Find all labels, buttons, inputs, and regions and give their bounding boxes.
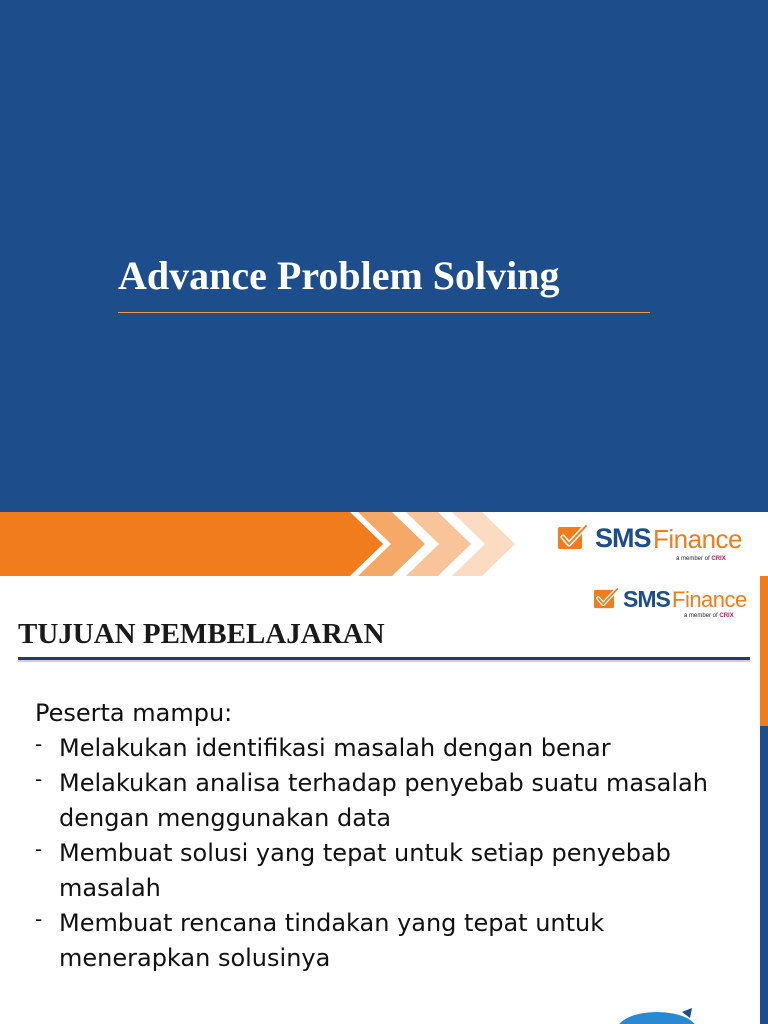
content-slide [0, 576, 768, 1024]
heading-rule-shadow [18, 660, 750, 662]
list-item: - Membuat solusi yang tepat untuk setiap penyebab masalah [35, 836, 679, 906]
checkmark-icon [558, 525, 588, 551]
list-item: - Melakukan analisa terhadap penyebab suatu masalah dengan menggunakan data [35, 766, 709, 836]
section-heading: TUJUAN PEMBELAJARAN [18, 618, 385, 650]
sms-finance-logo [594, 586, 754, 622]
list-item: - Membuat rencana tindakan yang tepat untuk menerapkan solusinya [35, 906, 639, 976]
dash-marker: - [35, 767, 43, 791]
logo-brand-suffix: Finance [672, 587, 747, 612]
objectives-body [35, 696, 755, 976]
logo-brand-suffix: Finance [653, 524, 742, 554]
sms-finance-logo [558, 522, 753, 566]
list-item: - Melakukan identifikasi masalah dengan benar [35, 731, 755, 766]
title-underline [118, 312, 650, 313]
objectives-intro: Peserta mampu: [35, 699, 233, 727]
dash-marker: - [35, 732, 43, 756]
decorative-blue-shape [612, 1008, 702, 1024]
orange-arrow-bar [0, 512, 383, 576]
slide-title: Advance Problem Solving [118, 253, 560, 298]
dash-marker: - [35, 907, 43, 931]
objectives-list [35, 731, 755, 976]
logo-brand-text: SMS [623, 586, 670, 612]
logo-tagline: a member of CRIX [676, 556, 726, 562]
dash-marker: - [35, 837, 43, 861]
logo-brand-text: SMS [595, 523, 651, 553]
checkmark-icon [594, 588, 619, 610]
logo-tagline: a member of CRIX [684, 613, 734, 619]
right-accent-bar-orange [760, 576, 768, 726]
